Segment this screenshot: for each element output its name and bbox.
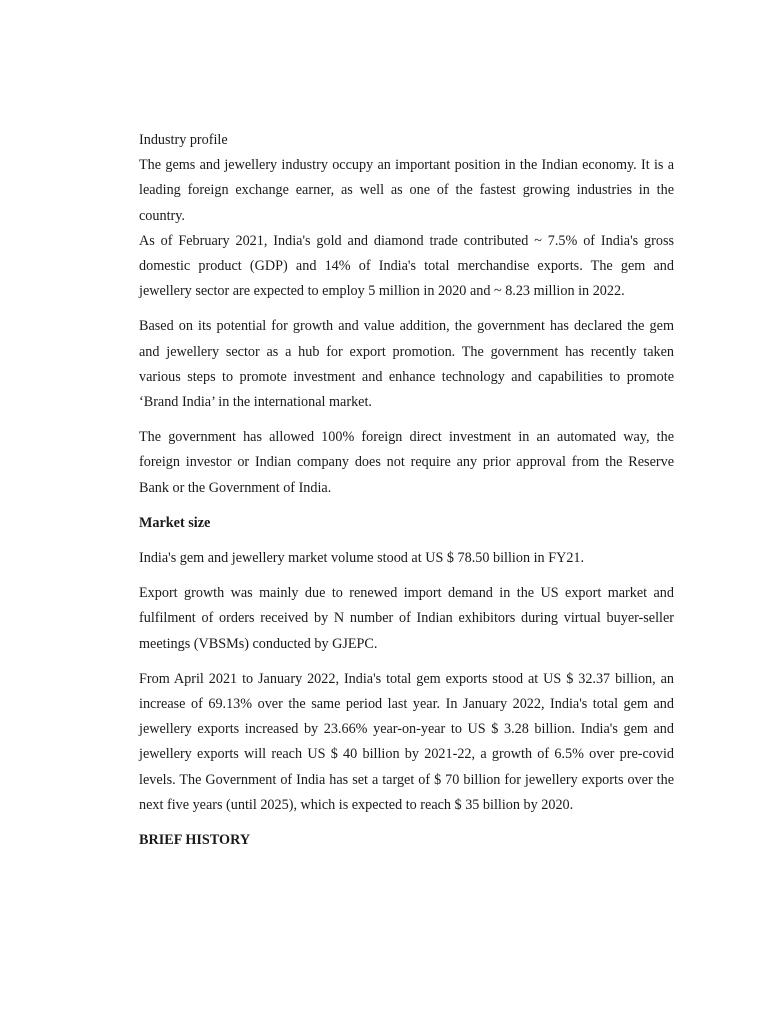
paragraph-trade-contribution: As of February 2021, India's gold and diamond trade contributed ~ 7.5% of India's gross domestic product (GDP) and 14% of India's total merchandise exports. The gem and jewellery sector are expected to employ 5 million in 2020 and ~ 8.23 million in 2022. [139, 232, 674, 300]
paragraph-export-growth: Export growth was mainly due to renewed import demand in the US export market and fulfilment of orders received by N number of Indian exhibitors during virtual buyer-seller meetings (VBSMs) conducted by GJEPC. [139, 585, 674, 652]
paragraph-intro: The gems and jewellery industry occupy an important position in the Indian economy. It is a leading foreign exchange earner, as well as one of the fastest growing industries in the country. [139, 157, 674, 224]
document-body [139, 128, 674, 853]
paragraph-export-promotion: Based on its potential for growth and value addition, the government has declared the gem and jewellery sector as a hub for export promotion. The government has recently taken various steps to promote investment and enhance technology and capabilities to promote ‘Brand India’ in the international market. [139, 318, 674, 411]
paragraph-export-figures: From April 2021 to January 2022, India's total gem exports stood at US $ 32.37 billion, an increase of 69.13% over the same period last year. In January 2022, India's total gem and jewellery exports increased by 23.66% year-on-year to US $ 3.28 billion. India's gem and jewellery exports will reach US $ 40 billion by 2021-22, a growth of 6.5% over pre-covid levels. The Government of India has set a target of $ 70 billion for jewellery exports over the next five years (until 2025), which is expected to reach $ 35 billion by 2020. [139, 670, 674, 813]
section-title-industry-profile: Industry profile [139, 132, 228, 148]
paragraph-market-volume: India's gem and jewellery market volume stood at US $ 78.50 billion in FY21. [139, 550, 585, 567]
paragraph-fdi: The government has allowed 100% foreign direct investment in an automated way, the foreign investor or Indian company does not require any prior approval from the Reserve Bank or the Government of India. [139, 429, 674, 496]
heading-brief-history: BRIEF HISTORY [139, 832, 251, 849]
heading-market-size: Market size [139, 514, 211, 531]
